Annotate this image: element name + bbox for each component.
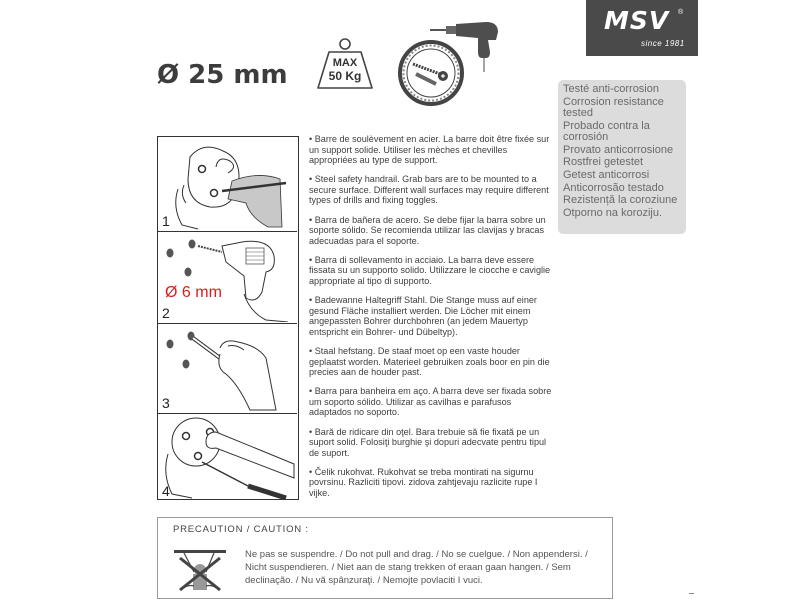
step-1 — [158, 137, 297, 232]
brand-logo — [586, 0, 698, 56]
instruction-fr: • Barre de soulèvement en acier. La barre doit être fixée sur un support solide. Utiliser les mèches et chevilles appropriées au type de support. — [309, 134, 550, 166]
instruction-it: • Barra di sollevamento in acciaio. La barra deve essere fissata su un supporto solido. Utilizzare le ciocche e caviglie appropriate al tipo di supporto. — [309, 254, 551, 287]
page-mark — [689, 593, 694, 594]
corrosion-line-ro: Rezistență la coroziune — [563, 194, 678, 207]
corrosion-line-es: Probado contra la corrosión — [563, 119, 650, 143]
instruction-ro: • Bară de ridicare din oţel. Bara trebuie să fie fixată pe un suport solid. Folosiţi burghie şi dopuri adecvate pentru tipul de suport. — [309, 426, 547, 458]
instruction-de: • Badewanne Haltegriff Stahl. Die Stange muss auf einer gesund Fläche installiert werden. Die Löcher mit einem angepassten Bohrer durchbohren (an jedem Mauertyp entspricht ein Bohrer- und Dübeltyp). — [309, 295, 537, 337]
product-diameter: Ø 25 mm — [157, 60, 288, 90]
multilingual-instructions — [309, 134, 554, 507]
drill-diameter-label: Ø 6 mm — [165, 284, 222, 301]
caution-box — [157, 517, 613, 599]
installation-steps — [157, 136, 299, 500]
caution-text: Ne pas se suspendre. / Do not pull and drag. / No se cuelgue. / Non appendersi. / Nicht suspendieren. / Niet aan de stang trekken of eraan gaan hangen. / Sem declinação. / Nu vă spânzuraţi. / Nemojte povlaciti I vuci. — [245, 549, 588, 586]
step-3 — [158, 324, 297, 414]
no-hanging-icon — [172, 542, 228, 594]
caution-title: PRECAUTION / CAUTION : — [173, 524, 309, 535]
brand-tagline: since 1981 — [641, 39, 685, 48]
screw-bar-illustration — [158, 414, 297, 499]
instruction-pt: • Barra para banheira em aço. A barra deve ser fixada sobre um soporto sólido. Utilizar as cavilhas e parafusos adaptados no soporto. — [309, 386, 552, 418]
corrosion-resistance-panel — [558, 80, 686, 234]
drill-holes-illustration — [158, 232, 297, 322]
drill-icon — [428, 18, 504, 76]
instruction-nl: • Staal hefstang. De staaf moet op een vaste houder geplaatst worden. Materieel gebruiken zoals boor en pin die precies aan de houder past. — [309, 346, 550, 378]
max-weight-icon — [315, 36, 375, 92]
step-4 — [158, 414, 297, 501]
instruction-en: • Steel safety handrail. Grab bars are to be mounted to a secure surface. Different wall surfaces may require different types of drills and fixing toggles. — [309, 174, 549, 206]
corrosion-line-fr: Testé anti-corrosion — [563, 83, 659, 95]
step-number: 3 — [162, 395, 170, 411]
insert-dowels-illustration — [158, 324, 297, 412]
corrosion-line-de: Rostfrei getestet — [563, 156, 644, 169]
step-number: 4 — [162, 483, 170, 499]
instruction-es: • Barra de bañera de acero. Se debe fijar la barra sobre un soporte sólido. Se recomienda utilizar las clavijas y bracas adecuadas para el soporte. — [309, 214, 546, 246]
corrosion-line-pt: Anticorrosão testado — [563, 181, 664, 194]
instruction-hr: • Čelik rukohvat. Rukohvat se treba montirati na sigurnu povrsinu. Razliciti tipovi. zidova zahtjevaju razlicite rupe I vijke. — [309, 466, 538, 499]
corrosion-line-nl: Getest anticorrosi — [563, 168, 650, 181]
brand-name: MSV — [604, 6, 670, 35]
corrosion-line-hr: Otporno na koroziju. — [563, 207, 663, 220]
mark-holes-illustration — [158, 137, 297, 230]
step-number: 1 — [162, 213, 170, 229]
weight-label-value: 50 Kg — [328, 69, 362, 83]
step-number: 2 — [162, 305, 170, 321]
corrosion-line-en: Corrosion resistance tested — [563, 95, 664, 119]
weight-label-max: MAX — [332, 57, 358, 69]
registered-mark: ® — [678, 9, 684, 16]
corrosion-line-it: Provato anticorrosione — [563, 143, 674, 156]
step-2 — [158, 232, 297, 324]
